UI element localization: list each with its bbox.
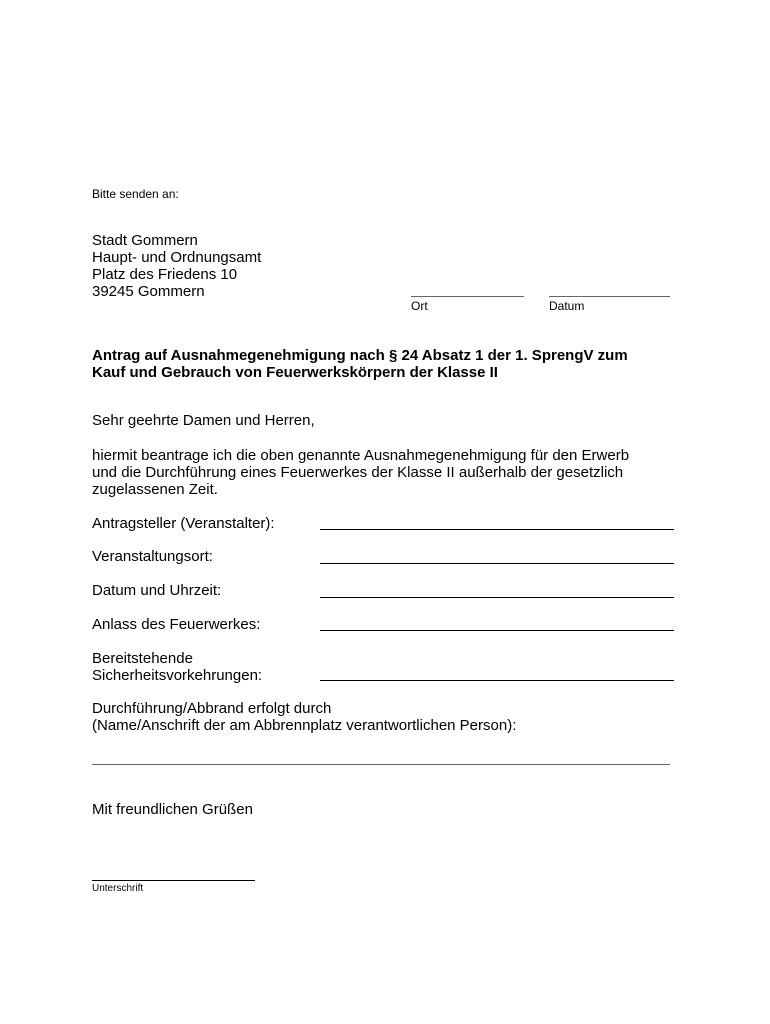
applicant-field-line[interactable] [320, 529, 674, 530]
subject-line-1: Antrag auf Ausnahmegenehmigung nach § 24 Absatz 1 der 1. SprengV zum [92, 347, 628, 364]
execution-line-2: (Name/Anschrift der am Abbrennplatz verantwortlichen Person): [92, 717, 517, 734]
address-line-4: 39245 Gommern [92, 283, 205, 300]
location-label: Veranstaltungsort: [92, 548, 213, 565]
date-field-line[interactable] [549, 296, 670, 297]
occasion-label: Anlass des Feuerwerkes: [92, 616, 261, 633]
date-label: Datum [549, 299, 585, 313]
signature-label: Unterschrift [92, 883, 144, 894]
closing: Mit freundlichen Grüßen [92, 801, 253, 818]
body-line-3: zugelassenen Zeit. [92, 481, 218, 498]
body-line-1: hiermit beantrage ich die oben genannte Ausnahmegenehmigung für den Erwerb [92, 447, 630, 464]
salutation: Sehr geehrte Damen und Herren, [92, 412, 315, 429]
occasion-field-line[interactable] [320, 630, 674, 631]
execution-field-line[interactable] [92, 764, 670, 765]
execution-line-1: Durchführung/Abbrand erfolgt durch [92, 700, 332, 717]
datetime-label: Datum und Uhrzeit: [92, 582, 222, 599]
safety-field-line[interactable] [320, 680, 674, 681]
subject-line-2: Kauf und Gebrauch von Feuerwerkskörpern der Klasse II [92, 364, 498, 381]
safety-label-line-1: Bereitstehende [92, 650, 193, 667]
address-line-1: Stadt Gommern [92, 232, 198, 249]
body-line-2: und die Durchführung eines Feuerwerkes der Klasse II außerhalb der gesetzlich [92, 464, 624, 481]
place-field-line[interactable] [411, 296, 524, 297]
location-field-line[interactable] [320, 563, 674, 564]
place-label: Ort [411, 299, 428, 313]
address-line-2: Haupt- und Ordnungsamt [92, 249, 262, 266]
send-to-label: Bitte senden an: [92, 187, 179, 201]
address-line-3: Platz des Friedens 10 [92, 266, 238, 283]
applicant-label: Antragsteller (Veranstalter): [92, 515, 275, 532]
signature-field-line[interactable] [92, 880, 255, 881]
datetime-field-line[interactable] [320, 597, 674, 598]
safety-label-line-2: Sicherheitsvorkehrungen: [92, 667, 263, 684]
